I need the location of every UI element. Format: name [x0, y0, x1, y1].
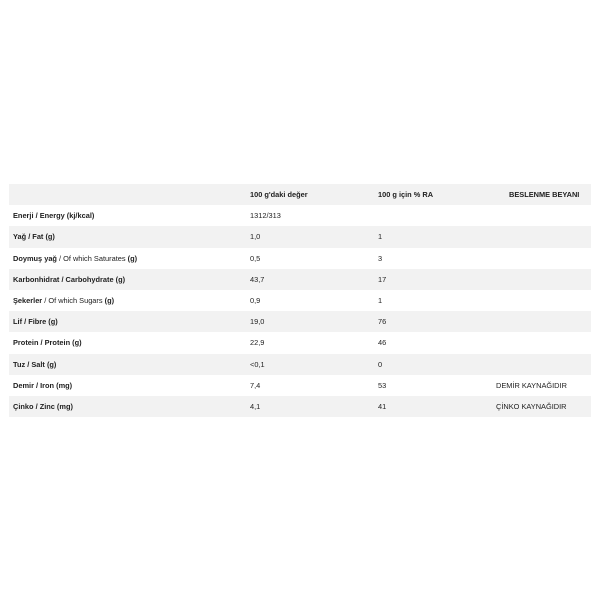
nutrient-name: Yağ / Fat (g): [13, 232, 55, 242]
nutrient-declaration: [488, 332, 591, 353]
nutrient-value: 0,9: [250, 296, 261, 306]
nutrient-declaration: [488, 354, 591, 375]
nutrient-value: 43,7: [250, 274, 265, 284]
nutrient-ra: [374, 205, 488, 226]
nutrient-declaration: [488, 290, 591, 311]
table-row: [9, 290, 591, 311]
table-row: [9, 226, 591, 247]
nutrient-ra: 53: [378, 380, 387, 390]
nutrient-name: Enerji / Energy (kj/kcal): [13, 211, 95, 221]
nutrient-name: Demir / Iron (mg): [13, 380, 73, 390]
nutrient-value: 7,4: [250, 380, 261, 390]
nutrient-declaration: [488, 311, 591, 332]
table-row: [9, 205, 591, 226]
nutrient-ra: 46: [378, 338, 387, 348]
header-nutrition-declaration: BESLENME BEYANI: [509, 190, 580, 200]
nutrient-ra: 1: [378, 296, 383, 306]
nutrient-value: 22,9: [250, 338, 265, 348]
nutrient-ra: 3: [378, 253, 383, 263]
nutrient-name: Şekerler / Of which Sugars (g): [13, 296, 115, 306]
header-value-per-100g: 100 g'daki değer: [250, 190, 308, 200]
table-row: [9, 396, 591, 417]
nutrient-ra: 0: [378, 359, 383, 369]
nutrient-value: <0,1: [250, 359, 265, 369]
nutrient-ra: 41: [378, 401, 387, 411]
nutrient-declaration: [488, 205, 591, 226]
table-row: [9, 248, 591, 269]
header-empty-cell: [9, 184, 246, 205]
table-row: [9, 354, 591, 375]
nutrient-declaration: ÇİNKO KAYNAĞIDIR: [496, 401, 567, 411]
nutrient-name: Karbonhidrat / Carbohydrate (g): [13, 274, 126, 284]
nutrient-value: 1312/313: [250, 211, 281, 221]
nutrient-value: 1,0: [250, 232, 261, 242]
nutrient-declaration: [488, 226, 591, 247]
table-row: [9, 269, 591, 290]
nutrient-name: Doymuş yağ / Of which Saturates (g): [13, 253, 138, 263]
table-header-row: [9, 184, 591, 205]
header-ra-percent: 100 g için % RA: [378, 190, 434, 200]
nutrient-declaration: DEMİR KAYNAĞIDIR: [496, 380, 567, 390]
nutrient-value: 0,5: [250, 253, 261, 263]
nutrient-value: 4,1: [250, 401, 261, 411]
nutrient-name: Lif / Fibre (g): [13, 317, 58, 327]
table-row: [9, 375, 591, 396]
nutrient-name: Protein / Protein (g): [13, 338, 82, 348]
nutrition-table: [9, 184, 591, 417]
table-row: [9, 332, 591, 353]
nutrient-declaration: [488, 248, 591, 269]
nutrient-ra: 1: [378, 232, 383, 242]
nutrient-name: Tuz / Salt (g): [13, 359, 57, 369]
table-row: [9, 311, 591, 332]
nutrient-ra: 17: [378, 274, 387, 284]
nutrient-ra: 76: [378, 317, 387, 327]
nutrient-value: 19,0: [250, 317, 265, 327]
nutrient-name: Çinko / Zinc (mg): [13, 401, 73, 411]
nutrient-declaration: [488, 269, 591, 290]
